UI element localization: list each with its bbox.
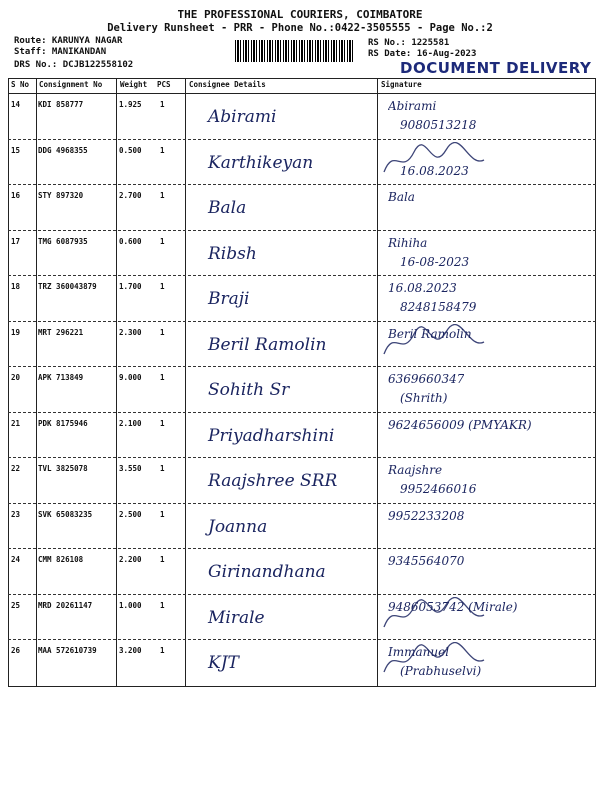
- table-row: [8, 504, 596, 550]
- serial-number: 23: [11, 509, 21, 519]
- pieces-count: 1: [160, 100, 165, 109]
- serial-number: 19: [11, 327, 21, 337]
- pieces-count: 1: [160, 191, 165, 201]
- staff-label: Staff: MANIKANDAN: [14, 47, 107, 57]
- table-row: [8, 367, 596, 413]
- consignment-number: CMM 826108: [38, 555, 84, 565]
- consignment-number: SVK 65083235: [38, 509, 93, 519]
- table-row: [8, 322, 596, 368]
- table-row: [8, 231, 596, 277]
- consignee-name: Mirale: [208, 607, 265, 628]
- consignee-name: Karthikeyan: [208, 152, 314, 173]
- signature-text: Immanuel: [388, 645, 450, 660]
- signature-scribble: [380, 597, 490, 637]
- consignee-name: Raajshree SRR: [208, 471, 338, 492]
- col-header-pcs: PCS: [157, 80, 171, 89]
- signature-text: Raajshre: [388, 463, 443, 478]
- rs-number: RS No.: 1225581: [368, 38, 450, 48]
- barcode: [235, 40, 355, 62]
- consignee-name: Ribsh: [208, 243, 257, 264]
- company-name: THE PROFESSIONAL COURIERS, COIMBATORE: [177, 8, 423, 21]
- consignment-number: APK 713849: [38, 373, 84, 383]
- serial-number: 17: [11, 236, 21, 246]
- serial-number: 18: [11, 282, 21, 292]
- drs-number: DRS No.: DCJB122558102: [14, 60, 134, 70]
- weight-value: 2.700: [119, 191, 142, 201]
- signature-scribble: [380, 187, 490, 227]
- consignment-number: KDI 858777: [38, 100, 84, 109]
- signature-note: 9952466016: [400, 482, 477, 497]
- consignee-name: Abirami: [208, 107, 277, 127]
- signature-scribble: [380, 233, 490, 273]
- consignee-name: Joanna: [208, 516, 268, 537]
- serial-number: 26: [11, 646, 21, 656]
- table-row: [8, 185, 596, 231]
- pieces-count: 1: [160, 236, 165, 246]
- signature-scribble: [380, 96, 490, 136]
- consignee-name: Girinandhana: [208, 562, 326, 583]
- consignment-number: DDG 4968355: [38, 145, 88, 155]
- signature-note: (Prabhuselvi): [400, 664, 482, 679]
- consignee-name: Bala: [208, 198, 247, 219]
- signature-note: 16.08.2023: [400, 163, 469, 178]
- signature-scribble: [380, 506, 490, 546]
- table-row: [8, 640, 596, 686]
- signature-text: 9345564070: [388, 554, 465, 569]
- consignment-number: TVL 3825078: [38, 464, 88, 474]
- weight-value: 1.925: [119, 100, 142, 109]
- weight-value: 2.100: [119, 418, 142, 428]
- weight-value: 2.200: [119, 555, 142, 565]
- signature-text: 9486053742 (Mirale): [388, 599, 518, 614]
- consignment-number: PDK 8175946: [38, 418, 88, 428]
- route-label: Route: KARUNYA NAGAR: [14, 36, 123, 46]
- pieces-count: 1: [160, 555, 165, 565]
- signature-text: Abirami: [388, 99, 437, 113]
- serial-number: 21: [11, 418, 21, 428]
- pieces-count: 1: [160, 418, 165, 428]
- consignee-name: KJT: [208, 653, 239, 674]
- consignee-name: Beril Ramolin: [208, 334, 327, 355]
- signature-scribble: [380, 551, 490, 591]
- table-row: [8, 595, 596, 641]
- pieces-count: 1: [160, 646, 165, 656]
- table-row: [8, 549, 596, 595]
- weight-value: 3.550: [119, 464, 142, 474]
- weight-value: 2.300: [119, 327, 142, 337]
- table-bottom-border: [8, 686, 596, 687]
- table-row: [8, 140, 596, 186]
- signature-text: Rihiha: [388, 235, 428, 250]
- signature-scribble: [380, 324, 490, 364]
- col-header-sno: S No: [11, 80, 30, 89]
- serial-number: 15: [11, 145, 21, 155]
- weight-value: 0.500: [119, 145, 142, 155]
- signature-text: Beril Ramolin: [388, 326, 472, 341]
- signature-scribble: [380, 369, 490, 409]
- signature-scribble: [380, 460, 490, 500]
- consignment-number: TMG 6087935: [38, 236, 88, 246]
- col-header-consignment: Consignment No: [39, 80, 103, 89]
- serial-number: 22: [11, 464, 21, 474]
- pieces-count: 1: [160, 464, 165, 474]
- signature-text: 9624656009 (PMYAKR): [388, 417, 532, 432]
- pieces-count: 1: [160, 145, 165, 155]
- signature-scribble: [380, 278, 490, 318]
- signature-text: 16.08.2023: [388, 281, 457, 296]
- table-row: [8, 276, 596, 322]
- weight-value: 1.700: [119, 282, 142, 292]
- signature-note: 8248158479: [400, 300, 477, 315]
- col-header-weight: Weight: [120, 80, 148, 89]
- pieces-count: 1: [160, 282, 165, 292]
- signature-note: (Shrith): [400, 391, 448, 406]
- pieces-count: 1: [160, 327, 165, 337]
- signature-text: 6369660347: [388, 372, 465, 387]
- serial-number: 24: [11, 555, 21, 565]
- document-delivery-stamp: DOCUMENT DELIVERY: [400, 59, 592, 77]
- table-row: [8, 413, 596, 459]
- consignment-number: MRD 20261147: [38, 600, 93, 610]
- signature-scribble: [380, 415, 490, 455]
- consignment-number: TRZ 360043879: [38, 282, 97, 292]
- serial-number: 20: [11, 373, 21, 383]
- weight-value: 3.200: [119, 646, 142, 656]
- rs-date: RS Date: 16-Aug-2023: [368, 49, 477, 59]
- col-header-signature: Signature: [381, 80, 422, 89]
- pieces-count: 1: [160, 373, 165, 383]
- weight-value: 9.000: [119, 373, 142, 383]
- signature-text: Bala: [388, 190, 415, 205]
- weight-value: 2.500: [119, 509, 142, 519]
- consignment-number: MRT 296221: [38, 327, 84, 337]
- signature-note: 9080513218: [400, 118, 477, 132]
- consignee-name: Sohith Sr: [208, 380, 290, 401]
- serial-number: 16: [11, 191, 21, 201]
- consignment-number: STY 897320: [38, 191, 84, 201]
- signature-scribble: [380, 142, 490, 182]
- signature-text: 9952233208: [388, 508, 465, 523]
- table-row: [8, 94, 596, 140]
- consignment-number: MAA 572610739: [38, 646, 97, 656]
- table-top-border: [8, 78, 596, 79]
- consignee-name: Braji: [208, 289, 250, 310]
- consignee-name: Priyadharshini: [208, 425, 335, 446]
- pieces-count: 1: [160, 509, 165, 519]
- col-header-consignee: Consignee Details: [189, 80, 266, 89]
- runsheet-line: Delivery Runsheet - PRR - Phone No.:0422-3505555 - Page No.:2: [107, 22, 493, 34]
- pieces-count: 1: [160, 600, 165, 610]
- signature-note: 16-08-2023: [400, 254, 470, 269]
- table-row: [8, 458, 596, 504]
- weight-value: 1.000: [119, 600, 142, 610]
- serial-number: 14: [11, 100, 21, 109]
- weight-value: 0.600: [119, 236, 142, 246]
- serial-number: 25: [11, 600, 21, 610]
- signature-scribble: [380, 642, 490, 682]
